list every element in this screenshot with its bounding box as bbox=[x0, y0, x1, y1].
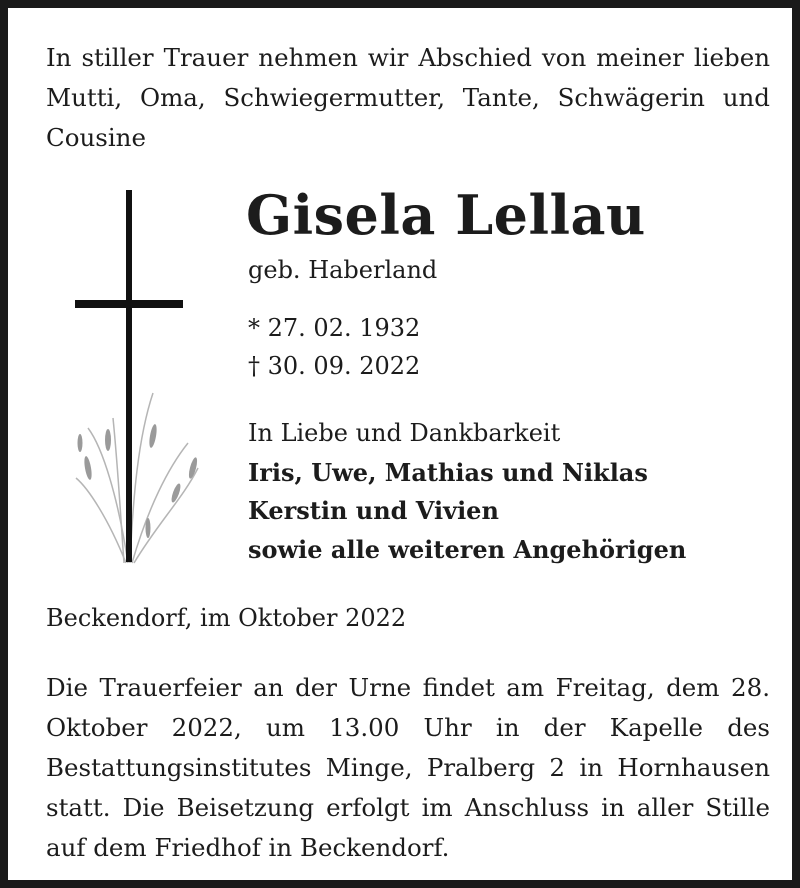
maiden-name: geb. Haberland bbox=[248, 256, 438, 284]
death-date: † 30. 09. 2022 bbox=[248, 352, 421, 380]
cross-graphic bbox=[58, 178, 208, 578]
dedication-text: In Liebe und Dankbarkeit bbox=[248, 419, 561, 447]
deceased-name: Gisela Lellau bbox=[246, 183, 646, 247]
mourner-line: sowie alle weiteren Angehörigen bbox=[248, 535, 687, 564]
grass-decoration bbox=[76, 393, 198, 563]
birth-date: * 27. 02. 1932 bbox=[248, 314, 421, 342]
ceremony-text: Die Trauerfeier an der Urne findet am Freitag, dem 28. Oktober 2022, um 13.00 Uhr in der Kapelle des Bestattungsinstitutes Minge, Pralberg 2 in Hornhausen statt. Die Beisetzung erfolgt im Anschluss in aller Stille auf dem Friedhof in Beckendorf. bbox=[46, 673, 770, 862]
mourner-line: Kerstin und Vivien bbox=[248, 496, 499, 525]
cross-horizontal-beam bbox=[75, 300, 183, 308]
intro-text: In stiller Trauer nehmen wir Abschied von meiner lieben Mutti, Oma, Schwiegermutter, Tante, Schwägerin und Cousine bbox=[46, 43, 770, 152]
cross-vertical-beam bbox=[126, 190, 132, 562]
place-date: Beckendorf, im Oktober 2022 bbox=[46, 604, 407, 632]
mourner-line: Iris, Uwe, Mathias und Niklas bbox=[248, 458, 648, 487]
